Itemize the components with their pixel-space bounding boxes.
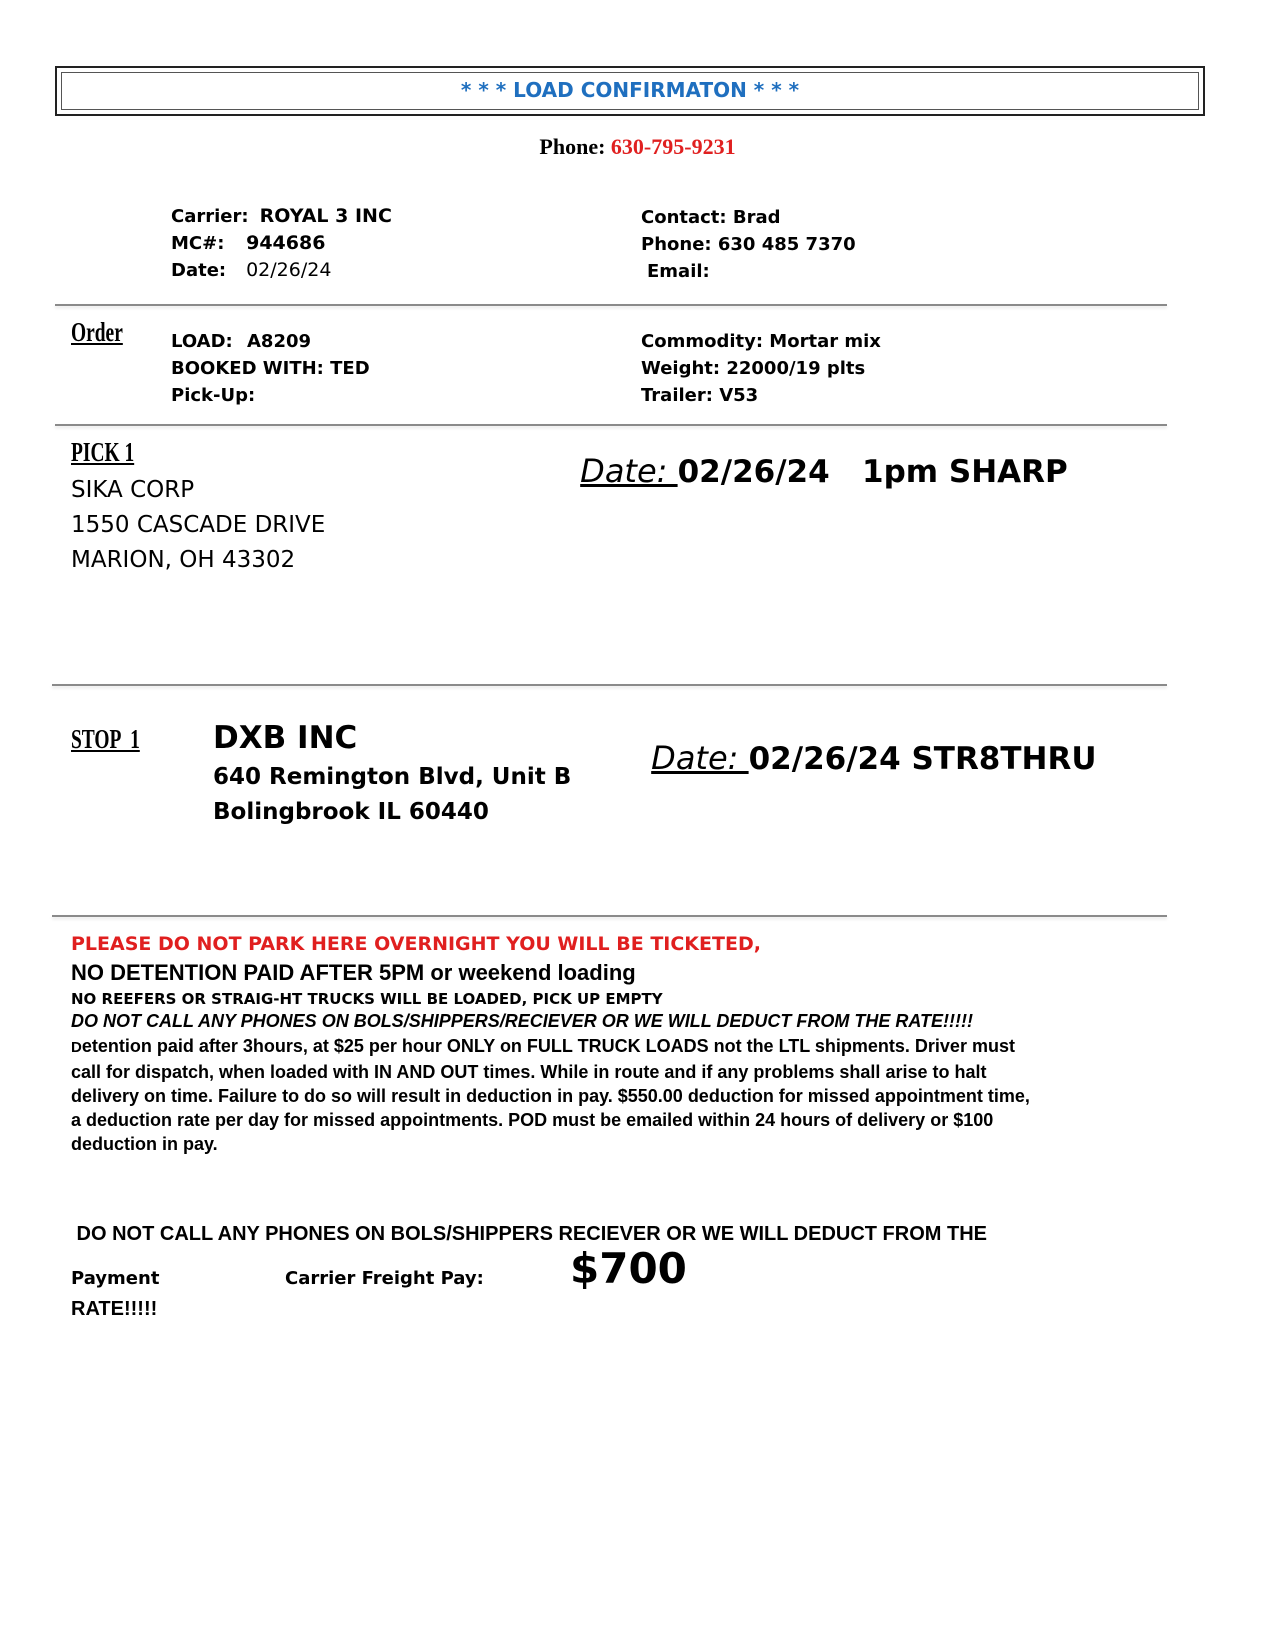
commodity: Commodity: Mortar mix bbox=[641, 331, 881, 352]
freight-pay-amount: $700 bbox=[570, 1244, 687, 1293]
payment-label: Payment bbox=[71, 1268, 160, 1289]
stop-company: DXB INC bbox=[213, 720, 358, 756]
weight: Weight: 22000/19 plts bbox=[641, 358, 866, 379]
divider-4 bbox=[52, 915, 1167, 917]
pick-date bbox=[570, 433, 1068, 490]
pick-address bbox=[71, 473, 325, 578]
divider-1 bbox=[55, 304, 1167, 306]
detention-terms bbox=[71, 1034, 1171, 1156]
mc-label: MC#: bbox=[171, 233, 225, 254]
phone-number: 630-795-9231 bbox=[610, 134, 736, 159]
load-number: A8209 bbox=[247, 331, 312, 352]
pick-date-value: 02/26/24 1pm SHARP bbox=[677, 454, 1068, 490]
pick-heading: PICK 1 bbox=[71, 437, 135, 467]
stop-date-label: Date: bbox=[651, 739, 749, 777]
order-right-block bbox=[641, 328, 881, 409]
carrier-label: Carrier: bbox=[171, 206, 249, 227]
contact-block bbox=[641, 204, 856, 285]
pickup-label: Pick-Up: bbox=[171, 385, 256, 406]
no-call-italic-notice: DO NOT CALL ANY PHONES ON BOLS/SHIPPERS/RECIEVER OR WE WILL DEDUCT FROM THE RATE!!!!! bbox=[71, 1011, 974, 1031]
stop-address bbox=[213, 760, 571, 830]
order-heading: Order bbox=[71, 317, 123, 347]
title-box bbox=[55, 66, 1205, 116]
no-detention-notice: NO DETENTION PAID AFTER 5PM or weekend loading bbox=[71, 960, 636, 985]
pick-street: 1550 CASCADE DRIVE bbox=[71, 512, 326, 538]
contact-name: Contact: Brad bbox=[641, 207, 781, 228]
stop-city: Bolingbrook IL 60440 bbox=[213, 799, 489, 825]
divider-3 bbox=[52, 684, 1167, 686]
pick-company: SIKA CORP bbox=[71, 477, 195, 503]
no-call-line-1: DO NOT CALL ANY PHONES ON BOLS/SHIPPERS RECIEVER OR WE WILL DEDUCT FROM THE bbox=[71, 1223, 987, 1245]
no-reefers-notice: NO REEFERS OR STRAIG-HT TRUCKS WILL BE LOADED, PICK UP EMPTY bbox=[71, 990, 663, 1008]
terms-line-1: etention paid after 3hours, at $25 per hour ONLY on FULL TRUCK LOADS not the LTL shipments. Driver must bbox=[81, 1036, 1015, 1056]
document-title: * * * LOAD CONFIRMATON * * * bbox=[460, 78, 800, 102]
carrier-name: ROYAL 3 INC bbox=[259, 205, 392, 227]
load-label: LOAD: bbox=[171, 331, 233, 352]
phone-line bbox=[0, 134, 1275, 160]
stop-heading: STOP 1 bbox=[71, 724, 140, 754]
booked-with: BOOKED WITH: TED bbox=[171, 358, 370, 379]
stop-date bbox=[641, 720, 1097, 777]
stop-street: 640 Remington Blvd, Unit B bbox=[213, 764, 572, 790]
phone-label: Phone: bbox=[539, 134, 606, 159]
date-label: Date: bbox=[171, 260, 227, 281]
date-value: 02/26/24 bbox=[246, 259, 332, 281]
terms-line-5: deduction in pay. bbox=[71, 1134, 218, 1154]
pick-date-label: Date: bbox=[580, 452, 678, 490]
divider-2 bbox=[55, 424, 1167, 426]
terms-first-letter: D bbox=[71, 1039, 82, 1056]
no-call-line-2: RATE!!!!! bbox=[71, 1298, 158, 1320]
mc-number: 944686 bbox=[246, 232, 326, 254]
trailer: Trailer: V53 bbox=[641, 385, 759, 406]
carrier-freight-pay-label: Carrier Freight Pay: bbox=[285, 1268, 484, 1289]
pick-city: MARION, OH 43302 bbox=[71, 547, 296, 573]
terms-line-3: delivery on time. Failure to do so will result in deduction in pay. $550.00 deduction for missed appointment time, bbox=[71, 1086, 1030, 1106]
carrier-block bbox=[171, 205, 392, 286]
terms-line-2: call for dispatch, when loaded with IN AND OUT times. While in route and if any problems shall arise to halt bbox=[71, 1062, 987, 1082]
contact-phone: Phone: 630 485 7370 bbox=[641, 234, 856, 255]
no-park-notice: PLEASE DO NOT PARK HERE OVERNIGHT YOU WILL BE TICKETED, bbox=[71, 933, 761, 955]
order-left-block bbox=[171, 328, 370, 409]
stop-date-value: 02/26/24 STR8THRU bbox=[748, 741, 1097, 777]
contact-email: Email: bbox=[647, 261, 710, 282]
terms-line-4: a deduction rate per day for missed appointments. POD must be emailed within 24 hours of delivery or $100 bbox=[71, 1110, 994, 1130]
no-call-notice bbox=[71, 1172, 987, 1347]
